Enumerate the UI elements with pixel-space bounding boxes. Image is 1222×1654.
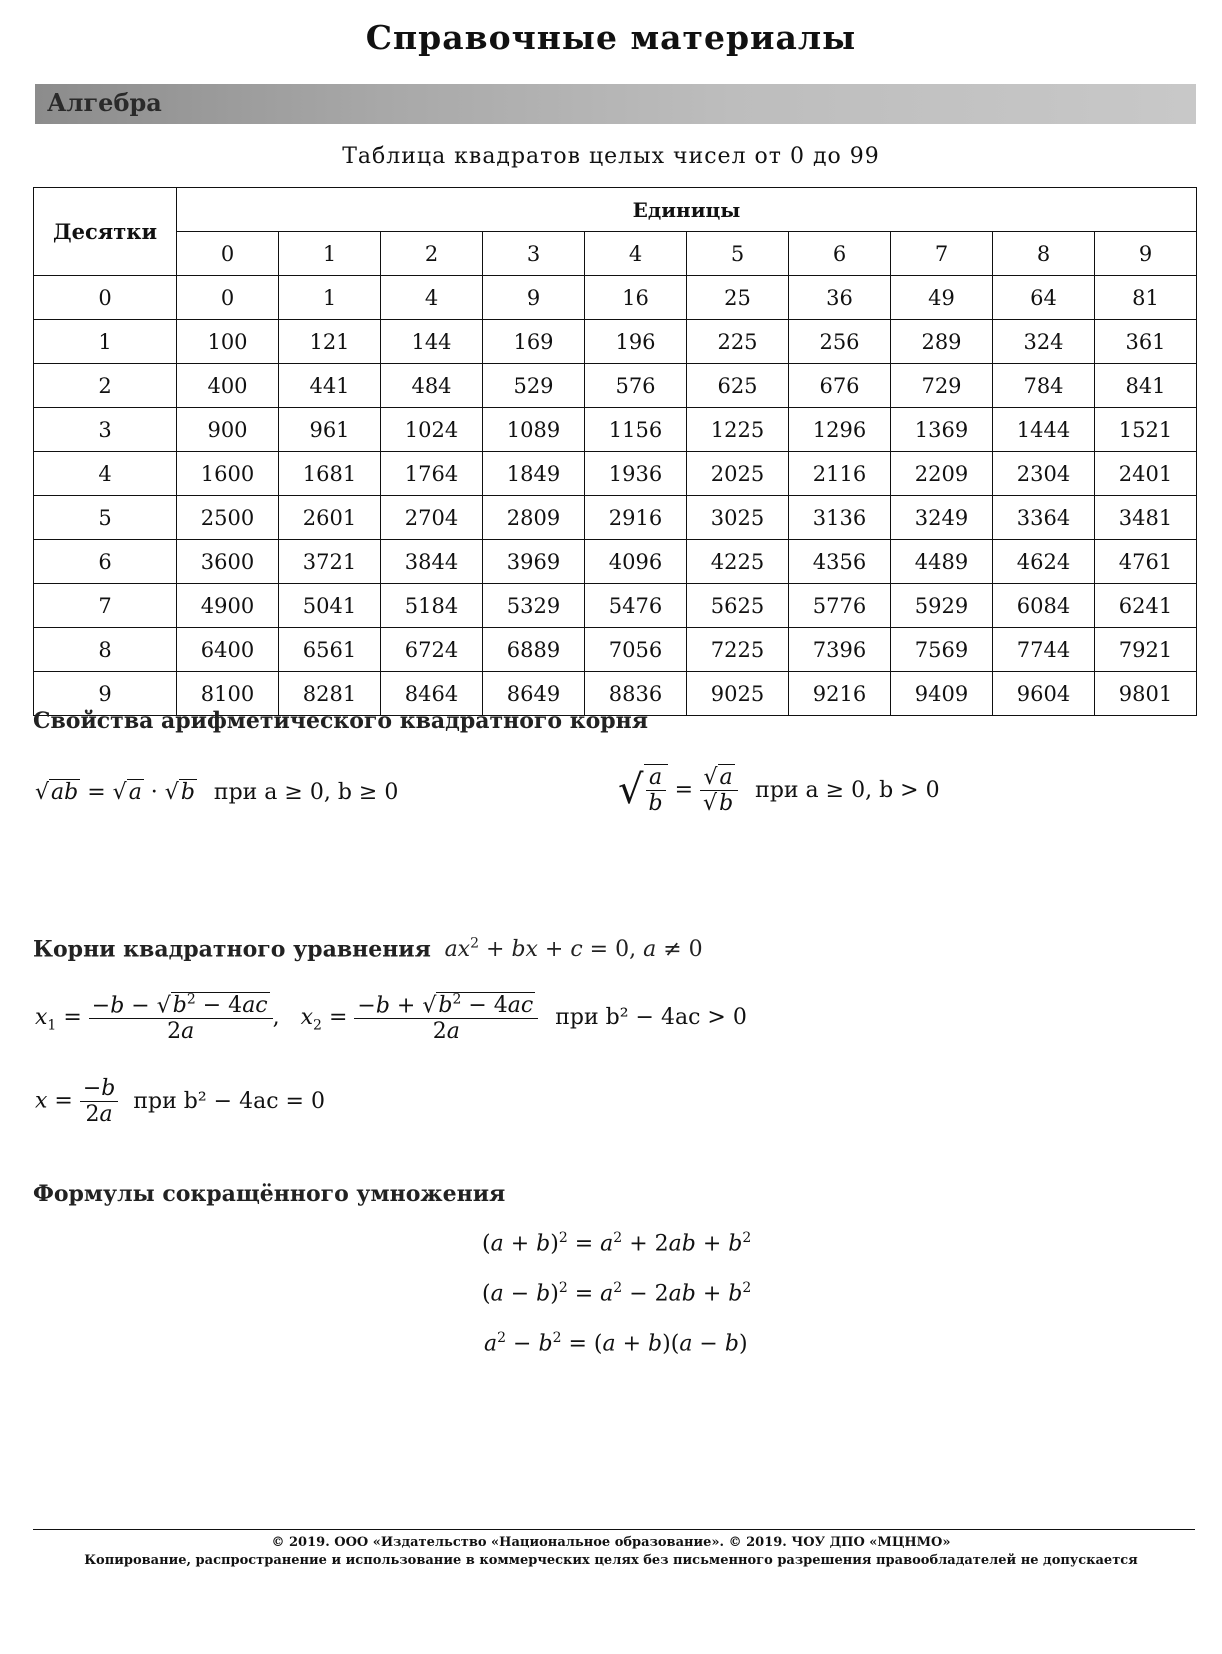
unit-header-9: 9 xyxy=(1095,232,1197,276)
table-cell: 7396 xyxy=(789,628,891,672)
table-cell: 9801 xyxy=(1095,672,1197,716)
tens-label: 4 xyxy=(34,452,177,496)
formula-one-root: x = $\frac{-b}{2a}$ при b² − 4ac = 0 xyxy=(35,1076,325,1127)
table-cell: 2304 xyxy=(993,452,1095,496)
formula-square-sum: $(a + b)^2 = a^2 + 2ab + b^2$ xyxy=(482,1230,752,1257)
table-cell: 5041 xyxy=(279,584,381,628)
formula-two-roots: $x_1$ = $\frac{-b - √b^2 - 4ac}{2a}$ , $x_2$ = $\frac{-b + √b^2 - 4ac}{2a}$ при b² − 4ac > 0 xyxy=(35,992,747,1045)
table-row xyxy=(34,364,1197,408)
table-cell: 484 xyxy=(381,364,483,408)
table-cell: 2209 xyxy=(891,452,993,496)
page-title: Справочные материалы xyxy=(365,18,857,57)
table-cell: 8464 xyxy=(381,672,483,716)
table-cell: 1681 xyxy=(279,452,381,496)
table-cell: 1936 xyxy=(585,452,687,496)
table-cell: 8281 xyxy=(279,672,381,716)
table-cell: 7744 xyxy=(993,628,1095,672)
table-cell: 144 xyxy=(381,320,483,364)
footer-copyright: © 2019. ООО «Издательство «Национальное образование». © 2019. ЧОУ ДПО «МЦНМО» xyxy=(271,1535,951,1550)
table-cell: 676 xyxy=(789,364,891,408)
sqrt-properties-heading: Свойства арифметического квадратного корня xyxy=(33,708,648,734)
table-cell: 81 xyxy=(1095,276,1197,320)
table-cell: 5329 xyxy=(483,584,585,628)
tens-label: 5 xyxy=(34,496,177,540)
table-cell: 4225 xyxy=(687,540,789,584)
table-cell: 6084 xyxy=(993,584,1095,628)
table-cell: 169 xyxy=(483,320,585,364)
unit-header-5: 5 xyxy=(687,232,789,276)
table-cell: 1600 xyxy=(177,452,279,496)
table-cell: 1764 xyxy=(381,452,483,496)
table-row xyxy=(34,496,1197,540)
short-mult-heading: Формулы сокращённого умножения xyxy=(33,1181,506,1207)
table-row xyxy=(34,540,1197,584)
quadratic-heading-text: Корни квадратного уравнения xyxy=(33,936,431,963)
table-cell: 4489 xyxy=(891,540,993,584)
table-cell: 2116 xyxy=(789,452,891,496)
table-cell: 4356 xyxy=(789,540,891,584)
table-cell: 2704 xyxy=(381,496,483,540)
table-cell: 3025 xyxy=(687,496,789,540)
table-cell: 6241 xyxy=(1095,584,1197,628)
unit-header-0: 0 xyxy=(177,232,279,276)
table-cell: 729 xyxy=(891,364,993,408)
table-cell: 5625 xyxy=(687,584,789,628)
table-cell: 9216 xyxy=(789,672,891,716)
tens-label: 1 xyxy=(34,320,177,364)
table-cell: 7569 xyxy=(891,628,993,672)
unit-header-3: 3 xyxy=(483,232,585,276)
table-cell: 6561 xyxy=(279,628,381,672)
formula-sqrt-product: √ab = √a · √b при a ≥ 0, b ≥ 0 xyxy=(35,780,399,805)
table-row xyxy=(34,452,1197,496)
table-cell: 2809 xyxy=(483,496,585,540)
footer-notice: Копирование, распространение и использование в коммерческих целях без письменного разрешения правообладателей не допускается xyxy=(84,1553,1138,1568)
table-cell: 441 xyxy=(279,364,381,408)
table-cell: 1369 xyxy=(891,408,993,452)
table-cell: 49 xyxy=(891,276,993,320)
sqrt-quotient-condition: при a ≥ 0, b > 0 xyxy=(755,777,940,803)
table-cell: 3481 xyxy=(1095,496,1197,540)
table-cell: 3721 xyxy=(279,540,381,584)
table-cell: 6889 xyxy=(483,628,585,672)
table-cell: 64 xyxy=(993,276,1095,320)
table-cell: 4 xyxy=(381,276,483,320)
table-cell: 625 xyxy=(687,364,789,408)
table-cell: 25 xyxy=(687,276,789,320)
table-cell: 100 xyxy=(177,320,279,364)
table-cell: 196 xyxy=(585,320,687,364)
table-cell: 256 xyxy=(789,320,891,364)
table-cell: 5184 xyxy=(381,584,483,628)
unit-header-2: 2 xyxy=(381,232,483,276)
table-cell: 900 xyxy=(177,408,279,452)
table-cell: 8649 xyxy=(483,672,585,716)
row-header-tens: Десятки xyxy=(34,188,177,276)
table-cell: 3136 xyxy=(789,496,891,540)
table-cell: 576 xyxy=(585,364,687,408)
table-cell: 225 xyxy=(687,320,789,364)
table-cell: 2401 xyxy=(1095,452,1197,496)
table-cell: 3969 xyxy=(483,540,585,584)
table-cell: 4900 xyxy=(177,584,279,628)
table-row xyxy=(34,584,1197,628)
formula-sqrt-quotient: √ $\frac{a}{b}$ = $\frac{√a}{√b}$ при a ≥ 0, b > 0 xyxy=(618,764,940,816)
unit-header-6: 6 xyxy=(789,232,891,276)
table-cell: 5929 xyxy=(891,584,993,628)
table-cell: 16 xyxy=(585,276,687,320)
squares-table xyxy=(33,187,1197,716)
table-cell: 961 xyxy=(279,408,381,452)
table-row xyxy=(34,320,1197,364)
one-root-condition: при b² − 4ac = 0 xyxy=(133,1088,325,1114)
table-cell: 3364 xyxy=(993,496,1095,540)
table-cell: 9604 xyxy=(993,672,1095,716)
sqrt-product-condition: при a ≥ 0, b ≥ 0 xyxy=(213,780,399,805)
tens-label: 2 xyxy=(34,364,177,408)
table-caption: Таблица квадратов целых чисел от 0 до 99 xyxy=(342,144,880,169)
table-cell: 289 xyxy=(891,320,993,364)
formula-square-diff: $(a - b)^2 = a^2 - 2ab + b^2$ xyxy=(482,1280,752,1307)
section-header-bar xyxy=(35,84,1196,124)
table-cell: 841 xyxy=(1095,364,1197,408)
table-cell: 8100 xyxy=(177,672,279,716)
two-roots-condition: при b² − 4ac > 0 xyxy=(555,1005,747,1031)
table-cell: 7056 xyxy=(585,628,687,672)
table-cell: 1089 xyxy=(483,408,585,452)
table-cell: 4761 xyxy=(1095,540,1197,584)
table-cell: 7225 xyxy=(687,628,789,672)
table-cell: 784 xyxy=(993,364,1095,408)
tens-label: 6 xyxy=(34,540,177,584)
table-cell: 3844 xyxy=(381,540,483,584)
table-cell: 9409 xyxy=(891,672,993,716)
col-header-units: Единицы xyxy=(177,188,1197,232)
table-cell: 2500 xyxy=(177,496,279,540)
unit-header-4: 4 xyxy=(585,232,687,276)
quadratic-heading: Корни квадратного уравнения $ax^2$ + bx + c = 0, a ≠ 0 xyxy=(33,936,703,963)
table-cell: 6400 xyxy=(177,628,279,672)
section-title: Алгебра xyxy=(47,88,162,117)
table-cell: 9 xyxy=(483,276,585,320)
table-cell: 1521 xyxy=(1095,408,1197,452)
table-cell: 361 xyxy=(1095,320,1197,364)
tens-label: 3 xyxy=(34,408,177,452)
table-cell: 2601 xyxy=(279,496,381,540)
unit-header-8: 8 xyxy=(993,232,1095,276)
tens-label: 9 xyxy=(34,672,177,716)
table-cell: 1225 xyxy=(687,408,789,452)
table-cell: 4096 xyxy=(585,540,687,584)
table-cell: 36 xyxy=(789,276,891,320)
tens-label: 7 xyxy=(34,584,177,628)
table-cell: 6724 xyxy=(381,628,483,672)
table-cell: 3600 xyxy=(177,540,279,584)
table-row xyxy=(34,628,1197,672)
table-cell: 3249 xyxy=(891,496,993,540)
table-cell: 7921 xyxy=(1095,628,1197,672)
formula-diff-squares: $a^2 - b^2 = (a + b)(a - b)$ xyxy=(484,1330,748,1357)
table-cell: 9025 xyxy=(687,672,789,716)
table-cell: 1296 xyxy=(789,408,891,452)
table-cell: 1849 xyxy=(483,452,585,496)
unit-header-1: 1 xyxy=(279,232,381,276)
table-cell: 0 xyxy=(177,276,279,320)
table-cell: 8836 xyxy=(585,672,687,716)
table-cell: 4624 xyxy=(993,540,1095,584)
table-row xyxy=(34,408,1197,452)
table-cell: 1024 xyxy=(381,408,483,452)
table-cell: 400 xyxy=(177,364,279,408)
table-row xyxy=(34,276,1197,320)
unit-header-7: 7 xyxy=(891,232,993,276)
tens-label: 8 xyxy=(34,628,177,672)
table-cell: 2025 xyxy=(687,452,789,496)
table-cell: 5776 xyxy=(789,584,891,628)
table-cell: 324 xyxy=(993,320,1095,364)
table-cell: 5476 xyxy=(585,584,687,628)
table-cell: 1 xyxy=(279,276,381,320)
table-cell: 1444 xyxy=(993,408,1095,452)
table-cell: 1156 xyxy=(585,408,687,452)
table-cell: 121 xyxy=(279,320,381,364)
table-cell: 2916 xyxy=(585,496,687,540)
tens-label: 0 xyxy=(34,276,177,320)
table-cell: 529 xyxy=(483,364,585,408)
footer-divider xyxy=(33,1529,1195,1530)
